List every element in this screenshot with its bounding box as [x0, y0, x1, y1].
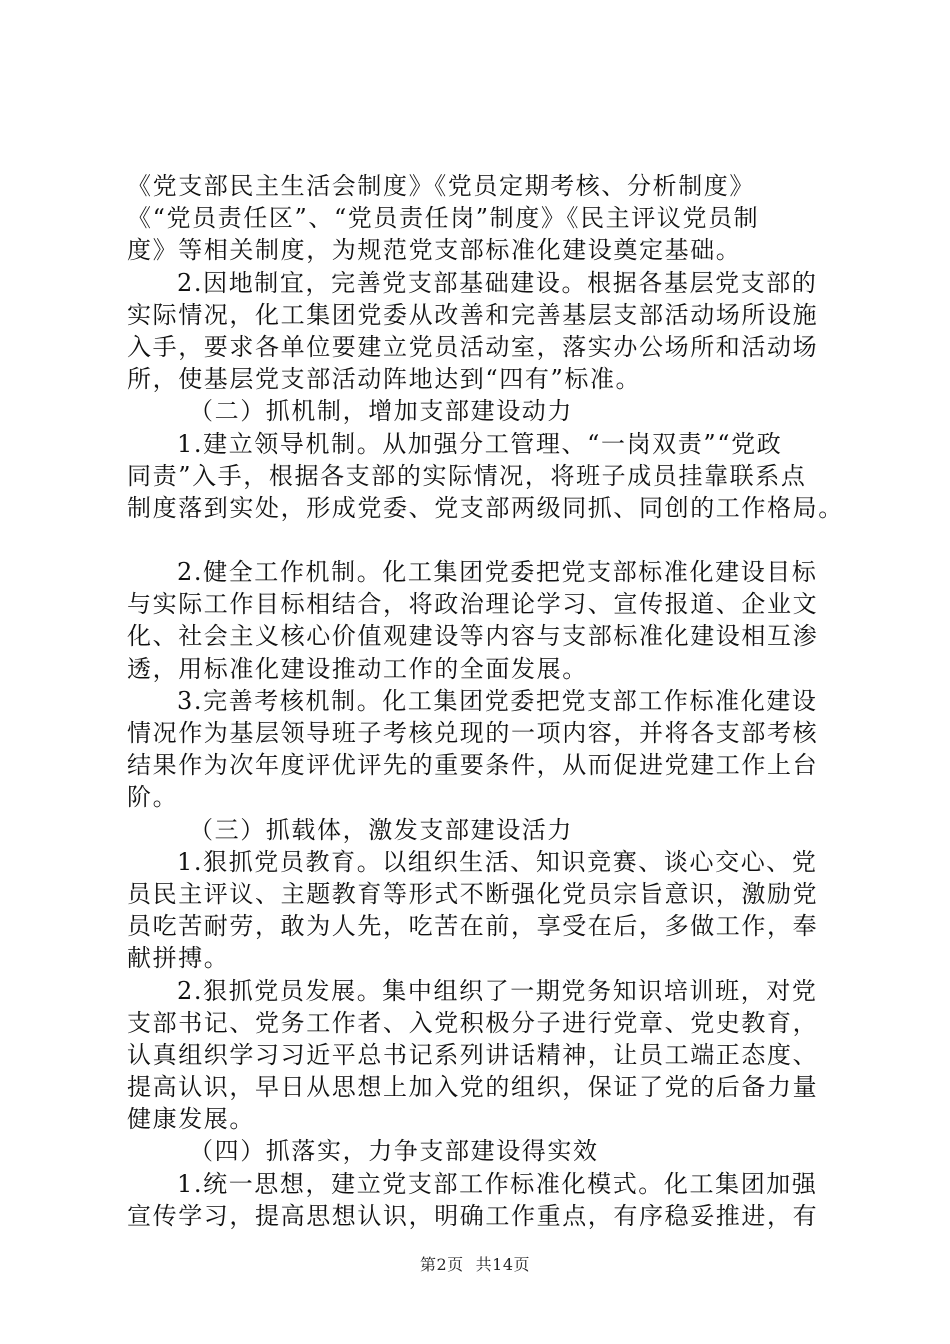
text-line: 提高认识，早日从思想上加入党的组织，保证了党的后备力量 — [127, 1073, 819, 1102]
text-line: 3.完善考核机制。化工集团党委把党支部工作标准化建设 — [177, 686, 818, 715]
text-line: 入手，要求各单位要建立党员活动室，落实办公场所和活动场 — [127, 332, 819, 361]
text-line: 与实际工作目标相结合，将政治理论学习、宣传报道、企业文 — [127, 590, 819, 619]
text-line: 《党支部民主生活会制度》《党员定期考核、分析制度》 — [127, 172, 755, 200]
text-line: 健康发展。 — [127, 1105, 255, 1134]
text-line: 支部书记、党务工作者、入党积极分子进行党章、党史教育， — [127, 1008, 819, 1037]
text-line: 2.因地制宜，完善党支部基础建设。根据各基层党支部的 — [177, 268, 818, 297]
page-total: 共14页 — [475, 1255, 531, 1274]
text-line: 1.建立领导机制。从加强分工管理、“一岗双责”“党政 — [177, 429, 783, 458]
text-line: 度》等相关制度，为规范党支部标准化建设奠定基础。 — [127, 236, 742, 265]
text-line: 结果作为次年度评优评先的重要条件，从而促进党建工作上台 — [127, 751, 819, 780]
section-heading: （三）抓载体，激发支部建设活力 — [189, 815, 573, 844]
page-number: 第2页 — [419, 1255, 464, 1274]
text-line: 2.狠抓党员发展。集中组织了一期党务知识培训班，对党 — [177, 976, 818, 1005]
section-heading: （二）抓机制，增加支部建设动力 — [189, 397, 573, 426]
section-heading: （四）抓落实，力争支部建设得实效 — [189, 1137, 599, 1166]
text-line: 献拼搏。 — [127, 944, 230, 973]
text-line: 情况作为基层领导班子考核兑现的一项内容，并将各支部考核 — [127, 719, 819, 747]
text-line: 制度落到实处，形成党委、党支部两级同抓、同创的工作格局。 — [127, 493, 844, 522]
text-line: 阶。 — [127, 783, 179, 812]
text-line: 宣传学习，提高思想认识，明确工作重点，有序稳妥推进，有 — [127, 1201, 819, 1230]
text-line: 1.狠抓党员教育。以组织生活、知识竞赛、谈心交心、党 — [177, 847, 818, 876]
text-line: 员民主评议、主题教育等形式不断强化党员宗旨意识，激励党 — [127, 879, 819, 908]
text-line: 化、社会主义核心价值观建设等内容与支部标准化建设相互渗 — [127, 622, 819, 651]
text-line: 透，用标准化建设推动工作的全面发展。 — [127, 654, 588, 683]
text-line: 1.统一思想，建立党支部工作标准化模式。化工集团加强 — [177, 1169, 818, 1198]
text-line: 实际情况，化工集团党委从改善和完善基层支部活动场所设施 — [127, 300, 819, 329]
text-line: 2.健全工作机制。化工集团党委把党支部标准化建设目标 — [177, 558, 818, 587]
text-line: 认真组织学习习近平总书记系列讲话精神，让员工端正态度、 — [127, 1040, 819, 1069]
paragraph-gap — [127, 524, 839, 556]
text-line: 所，使基层党支部活动阵地达到“四有”标准。 — [127, 365, 642, 394]
document-body — [127, 170, 844, 1232]
page-footer — [0, 1255, 950, 1275]
text-line: 同责”入手，根据各支部的实际情况，将班子成员挂靠联系点 — [127, 461, 807, 490]
text-line: 《“党员责任区”、“党员责任岗”制度》《民主评议党员制 — [127, 204, 760, 233]
text-line: 员吃苦耐劳，敢为人先，吃苦在前，享受在后，多做工作，奉 — [127, 912, 819, 941]
